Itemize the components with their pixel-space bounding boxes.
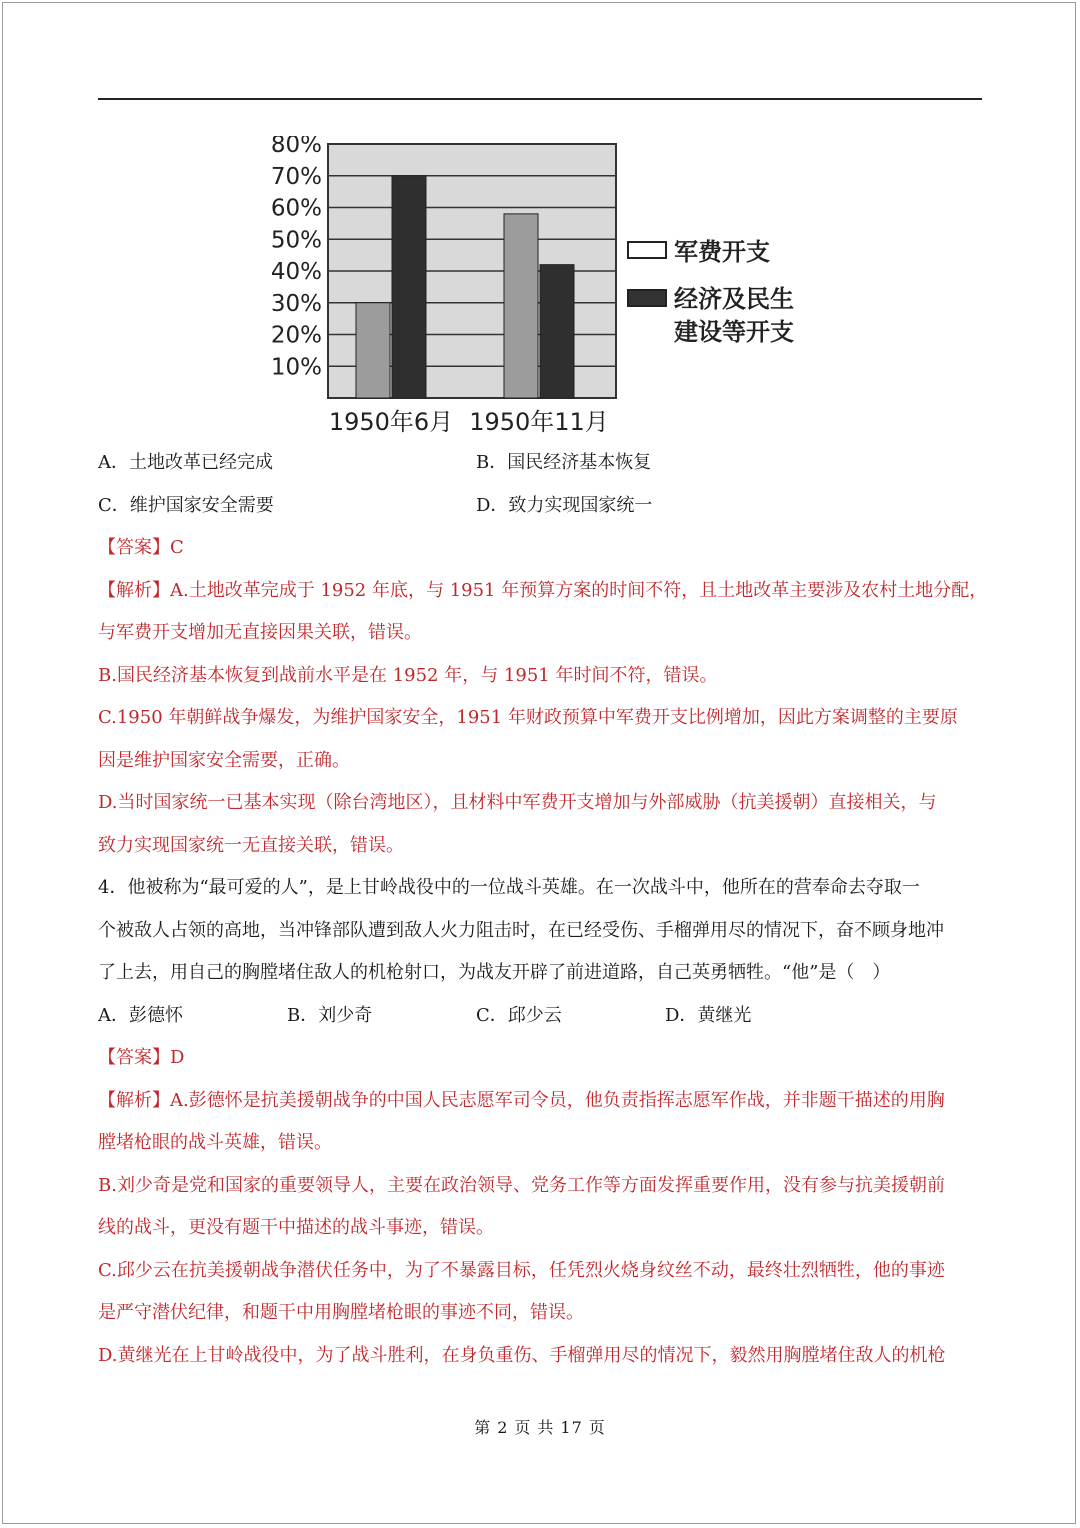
q4-analysis-line: C.邱少云在抗美援朝战争潜伏任务中，为了不暴露目标，任凭烈火烧身纹丝不动，最终壮烈牺牲，他的事迹 (98, 1260, 945, 1281)
q3-analysis-line: 【解析】A.土地改革完成于 1952 年底，与 1951 年预算方案的时间不符，且土地改革主要涉及农村土地分配， (98, 580, 988, 601)
q3-analysis-line: 与军费开支增加无直接因果关联，错误。 (98, 622, 422, 643)
q4-stem-line: 了上去，用自己的胸膛堵住敌人的机枪射口，为战友开辟了前进道路，自己英勇牺牲。“他”是（ ） (98, 962, 891, 983)
legend-swatch-economy (628, 290, 666, 306)
footer-page-number: 2 (497, 1418, 509, 1437)
legend-label-military: 军费开支 (674, 238, 770, 266)
y-tick-label: 20% (270, 322, 322, 349)
y-tick-label: 30% (270, 290, 322, 317)
q4-analysis-line: 线的战斗，更没有题干中描述的战斗事迹，错误。 (98, 1217, 494, 1238)
header-rule (98, 98, 982, 100)
x-tick-label: 1950年6月 (328, 408, 454, 436)
legend-label-economy-1: 经济及民生 (674, 285, 794, 313)
q3-analysis-line: B.国民经济基本恢复到战前水平是在 1952 年，与 1951 年时间不符，错误。 (98, 665, 718, 686)
q4-stem-line: 4．他被称为“最可爱的人”，是上甘岭战役中的一位战斗英雄。在一次战斗中，他所在的营奉命去夺取一 (98, 877, 920, 898)
q3-analysis-line: D.当时国家统一已基本实现（除台湾地区），且材料中军费开支增加与外部威胁（抗美援朝）直接相关，与 (98, 792, 937, 813)
page-footer (0, 1417, 1080, 1439)
q4-option-d: D．黄继光 (665, 1005, 752, 1026)
bar-economy-1 (540, 265, 574, 398)
bar-economy-0 (392, 176, 426, 398)
q3-analysis-line: 致力实现国家统一无直接关联，错误。 (98, 835, 404, 856)
y-tick-label: 60% (270, 195, 322, 222)
q4-analysis-line: 【解析】A.彭德怀是抗美援朝战争的中国人民志愿军司令员，他负责指挥志愿军作战，并非题干描述的用胸 (98, 1090, 945, 1111)
footer-gong: 共 (537, 1418, 555, 1437)
q3-analysis-line: C.1950 年朝鲜战争爆发，为维护国家安全，1951 年财政预算中军费开支比例增加，因此方案调整的主要原 (98, 707, 958, 728)
q4-option-b: B．刘少奇 (287, 1005, 373, 1026)
footer-ye-2: 页 (588, 1418, 606, 1437)
q3-option-c: C．维护国家安全需要 (98, 495, 274, 516)
q3-option-a: A．土地改革已经完成 (98, 452, 273, 473)
bar-chart (262, 136, 822, 441)
q3-option-b: B．国民经济基本恢复 (476, 452, 652, 473)
q4-analysis-line: 膛堵枪眼的战斗英雄，错误。 (98, 1132, 332, 1153)
q3-option-d: D．致力实现国家统一 (476, 495, 653, 516)
y-tick-label: 10% (270, 354, 322, 381)
y-tick-label: 40% (270, 259, 322, 285)
q4-analysis-line: B.刘少奇是党和国家的重要领导人，主要在政治领导、党务工作等方面发挥重要作用，没有参与抗美援朝前 (98, 1175, 945, 1196)
q4-answer: 【答案】D (98, 1047, 185, 1068)
x-tick-label: 1950年11月 (469, 408, 609, 436)
y-tick-label: 70% (270, 163, 322, 190)
q4-option-c: C．邱少云 (476, 1005, 562, 1026)
q3-analysis-line: 因是维护国家安全需要，正确。 (98, 750, 350, 771)
y-tick-label: 50% (270, 227, 322, 254)
q4-analysis-line: 是严守潜伏纪律，和题干中用胸膛堵枪眼的事迹不同，错误。 (98, 1302, 584, 1323)
footer-total-pages: 17 (560, 1418, 583, 1437)
legend-label-economy-2: 建设等开支 (674, 318, 794, 346)
q4-stem-line: 个被敌人占领的高地，当冲锋部队遭到敌人火力阻击时，在已经受伤、手榴弹用尽的情况下，奋不顾身地冲 (98, 920, 944, 941)
footer-ye: 页 (514, 1418, 532, 1437)
footer-di: 第 (474, 1418, 492, 1437)
y-tick-label: 80% (270, 136, 322, 158)
q4-analysis-line: D.黄继光在上甘岭战役中，为了战斗胜利，在身负重伤、手榴弹用尽的情况下，毅然用胸膛堵住敌人的机枪 (98, 1345, 946, 1366)
bar-military-1 (504, 214, 538, 398)
q4-option-a: A．彭德怀 (98, 1005, 183, 1026)
q3-answer: 【答案】C (98, 537, 184, 558)
legend-swatch-military (628, 242, 666, 258)
bar-military-0 (356, 303, 390, 398)
